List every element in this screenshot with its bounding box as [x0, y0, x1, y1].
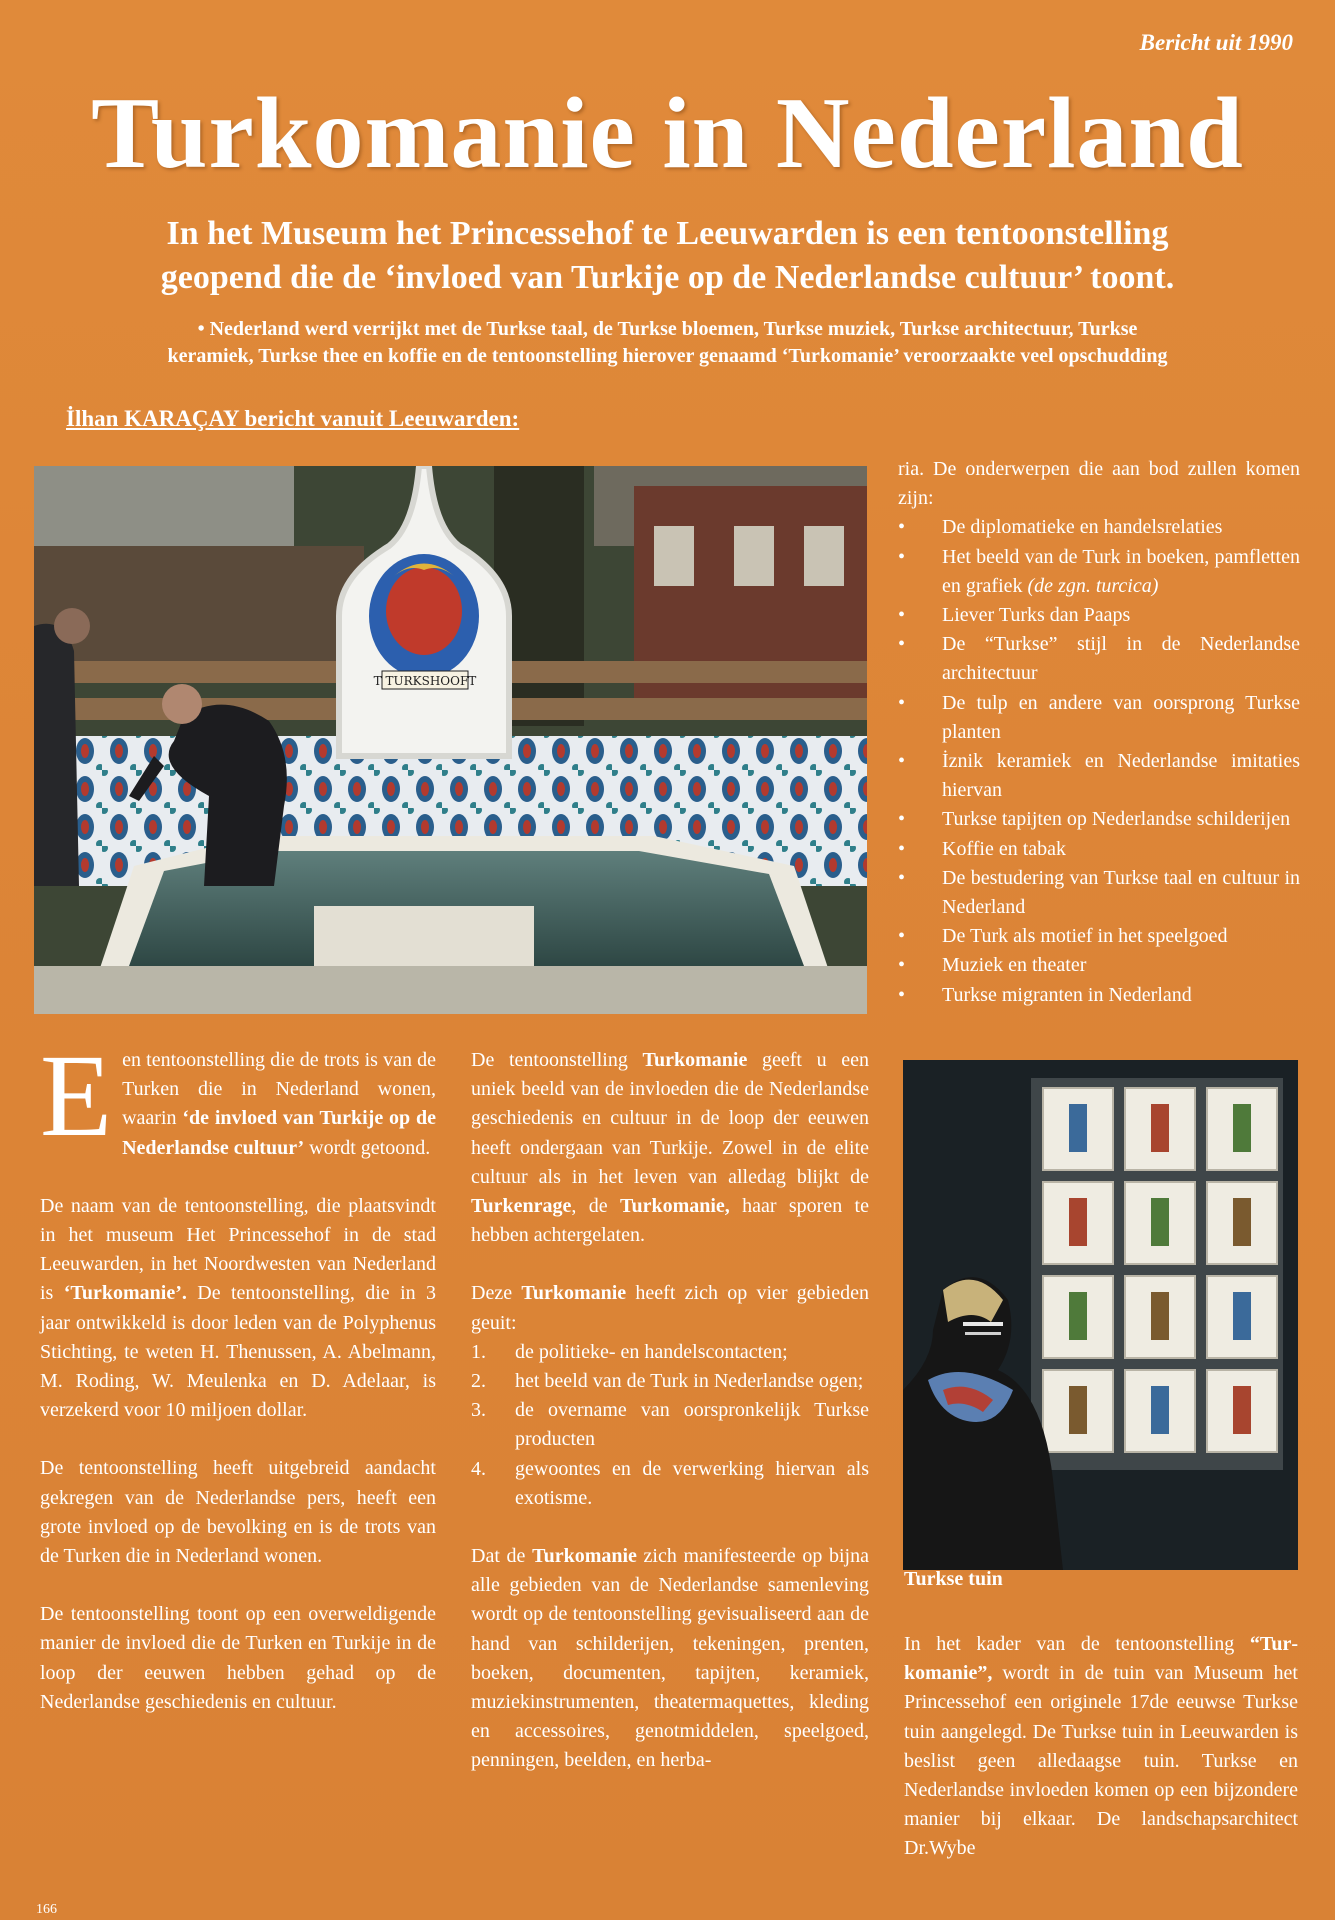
paragraph: De tentoonstelling heeft uitgebreid aandacht gekregen van de Nederlandse pers, heeft een grote invloed op de bevolking en is de trots van de Turken die in Nederland wonen. — [40, 1457, 436, 1568]
paragraph-text: wordt getoond. — [304, 1136, 431, 1159]
paragraph-text: haar sporen te hebben achtergelaten. — [471, 1195, 869, 1247]
area-item — [471, 1396, 869, 1454]
fountain-illustration — [34, 466, 867, 1014]
page-number: 166 — [36, 1902, 57, 1917]
topics-section — [898, 455, 1300, 1010]
costume-figure — [1233, 1198, 1251, 1246]
topic-text: De “Turkse” stijl in de Nederlandse architectuur — [942, 633, 1300, 685]
article-summary — [40, 316, 1295, 370]
summary-line: keramiek, Turkse thee en koffie en de tentoonstelling hierover genaamd ‘Turkomanie’ veroorzaakte veel opschudding — [167, 345, 1168, 367]
fountain-sign-text: T TURKSHOOFT — [373, 674, 477, 688]
area-text: de overname van oorspronkelijk Turkse producten — [515, 1399, 869, 1451]
areas-list — [471, 1338, 869, 1513]
paragraph-text: De tentoonstelling — [471, 1049, 643, 1071]
article-lead — [40, 212, 1295, 300]
paragraph-emphasis: ‘Turkomanie’. — [63, 1282, 187, 1305]
costume-figure — [1069, 1198, 1087, 1246]
area-number: 2. — [471, 1370, 486, 1393]
photo-caption: Turkse tuin — [904, 1568, 1003, 1590]
lead-line: In het Museum het Princessehof te Leeuwarden is een tentoonstelling — [166, 215, 1169, 252]
paragraph-text: en tentoonstelling die de trots is van de Turken die in Nederland wonen, waarin — [122, 1049, 436, 1130]
paragraph — [40, 1192, 436, 1426]
report-date-tag: Bericht uit 1990 — [1139, 30, 1293, 55]
topic-item — [898, 689, 1300, 747]
topic-item — [898, 747, 1300, 805]
topic-item — [898, 951, 1300, 980]
area-item — [471, 1338, 869, 1367]
topic-text: De tulp en andere van oorsprong Turkse planten — [942, 691, 1300, 743]
costume-figure — [1151, 1386, 1169, 1434]
topics-list — [898, 513, 1300, 1009]
lead-line: geopend die de ‘invloed van Turkije op de Nederlandse cultuur’ toont. — [160, 259, 1175, 296]
topic-text: De bestudering van Turkse taal en cultuur in Nederland — [942, 866, 1300, 919]
column-2 — [471, 1046, 869, 1776]
topic-note: (de zgn. turcica) — [1027, 574, 1159, 597]
topics-intro: ria. De onderwerpen die aan bod zullen komen zijn: — [898, 458, 1300, 510]
area-text: gewoontes en de verwerking hiervan als exotisme. — [515, 1457, 869, 1509]
costume-figure — [1151, 1104, 1169, 1152]
topic-item — [898, 543, 1300, 601]
topic-item — [898, 981, 1300, 1010]
costume-figure — [1233, 1292, 1251, 1340]
paragraph — [40, 1030, 436, 1163]
costume-figure — [1233, 1386, 1251, 1434]
paragraph — [471, 1279, 869, 1337]
summary-line: • Nederland werd verrijkt met de Turkse taal, de Turkse bloemen, Turkse muziek, Turkse architectuur, Turkse — [197, 318, 1138, 340]
column-3 — [904, 1630, 1298, 1864]
paragraph-text: De naam van de tentoonstelling, die plaatsvindt in het museum Het Princessehof in de stad Leeuwarden, in het Noordwesten van Nederland is — [40, 1194, 436, 1305]
topic-item — [898, 835, 1300, 864]
column-1 — [40, 1030, 437, 1717]
paragraph-emphasis: “Turkomanie”, — [904, 1633, 1298, 1685]
area-number: 4. — [471, 1457, 486, 1480]
article-headline: Turkomanie in Nederland — [91, 77, 1244, 190]
topic-text: İznik keramiek en Nederlandse imitaties hiervan — [942, 750, 1300, 802]
costume-figure — [1151, 1292, 1169, 1340]
costume-figure — [1069, 1386, 1087, 1434]
topic-text: Het beeld van de Turk in boeken, pamfletten en grafiek — [942, 545, 1300, 597]
topic-text: Koffie en tabak — [942, 837, 1067, 860]
topic-text: Muziek en theater — [942, 954, 1087, 977]
paragraph-text: geeft u een uniek beeld van de invloeden die de Nederlandse geschiedenis en cultuur in de loop der eeuwen heeft ondergaan van Turkije. Zowel in de elite cultuur als in het leven van alledag blijkt de — [471, 1049, 869, 1188]
topic-item — [898, 630, 1300, 688]
paragraph — [471, 1046, 869, 1250]
topic-text: Liever Turks dan Paaps — [942, 604, 1131, 627]
topic-text: Turkse migranten in Nederland — [942, 983, 1192, 1006]
area-text: de politieke- en handelscontacten; — [515, 1340, 788, 1363]
fountain-photo — [34, 466, 867, 1014]
paragraph-emphasis: Turkenrage — [471, 1195, 572, 1218]
paragraph — [904, 1630, 1298, 1864]
paragraph-text: Deze — [471, 1282, 522, 1305]
topic-item — [898, 922, 1300, 951]
paragraph-text: Dat de — [471, 1545, 533, 1568]
area-item — [471, 1367, 869, 1396]
costume-figure — [1233, 1104, 1251, 1152]
paragraph-text: wordt in de tuin van Museum het Princessehof een originele 17de eeuwse Turkse tuin aangelegd. De Turkse tuin in Leeuwarden is beslist geen alledaagse tuin. Turkse en Nederlandse invloeden komen op een bijzondere manier bij elkaar. De landschapsarchitect Dr.Wybe — [904, 1662, 1298, 1860]
area-number: 3. — [471, 1399, 486, 1422]
paragraph-text: De tentoonstelling, die in 3 jaar ontwikkeld is door leden van de Polyphenus Stichting, te weten H. Thenussen, A. Abelmann, M. Roding, W. Meulenka en D. Adelaar, is verzekerd voor 10 miljoen dollar. — [40, 1282, 437, 1422]
costume-figure — [1151, 1198, 1169, 1246]
paragraph-emphasis: Turkomanie — [521, 1282, 627, 1305]
paragraph-emphasis: Turkomanie — [642, 1049, 748, 1071]
area-number: 1. — [471, 1340, 486, 1363]
topic-text: Turkse tapijten op Nederlandse schilderijen — [942, 808, 1291, 831]
paragraph — [471, 1542, 869, 1776]
area-item — [471, 1455, 869, 1513]
paragraph-text: zich manifesteerde op bijna alle gebieden van de Nederlandse samenleving wordt op de tentoonstelling gevisualiseerd aan de hand van schilderijen, tekeningen, prenten, boeken, documenten, tapijten, keramiek, muziekinstrumenten, theatermaquettes, kleding en accessoires, genotmiddelen, speelgoed, penningen, beelden, en herba- — [471, 1545, 869, 1772]
paragraph: De tentoonstelling toont op een overweldigende manier de invloed die de Turken en Turkije in de loop der eeuwen hebben gehad op de Nederlandse geschiedenis en cultuur. — [40, 1603, 436, 1713]
paragraph-text: , de — [571, 1195, 620, 1218]
paragraph-emphasis: Turkomanie — [532, 1545, 637, 1568]
topic-text: De Turk als motief in het speelgoed — [942, 925, 1228, 948]
topic-item — [898, 601, 1300, 630]
area-text: het beeld van de Turk in Nederlandse ogen; — [515, 1370, 864, 1393]
exhibit-illustration — [903, 1060, 1298, 1570]
costume-figure — [1069, 1104, 1087, 1152]
paragraph-text: In het kader van de tentoonstelling — [904, 1633, 1250, 1655]
topic-text: De diplomatieke en handelsrelaties — [942, 516, 1223, 539]
topic-item — [898, 513, 1300, 542]
exhibit-photo — [903, 1060, 1298, 1570]
costume-figure — [1069, 1292, 1087, 1340]
paragraph-emphasis: ‘de invloed van Turkije op de Nederlandse cultuur’ — [122, 1107, 436, 1159]
topic-item — [898, 864, 1300, 922]
dropcap-letter: E — [40, 1030, 113, 1161]
paragraph-text: heeft zich op vier gebieden geuit: — [471, 1282, 869, 1334]
byline: İlhan KARAÇAY bericht vanuit Leeuwarden: — [66, 406, 520, 431]
paragraph-emphasis: Turkomanie, — [619, 1195, 730, 1218]
topic-item — [898, 805, 1300, 834]
